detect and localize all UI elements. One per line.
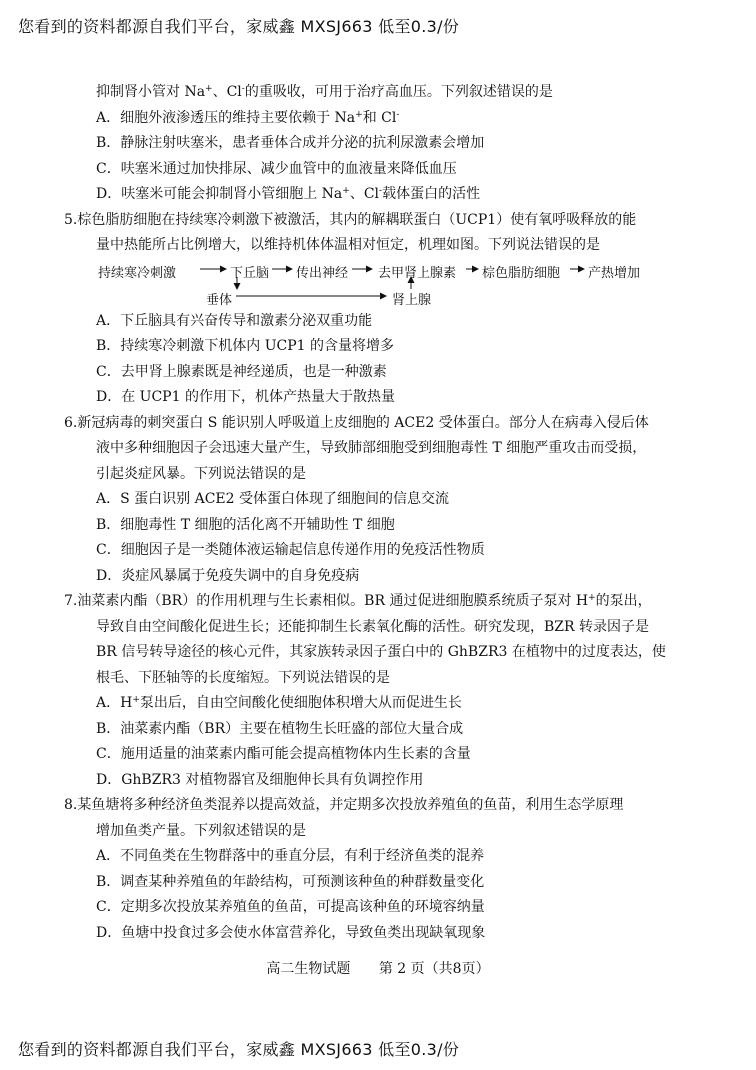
page-footer [0,958,756,978]
q7-stem-line-4: 根毛、下胚轴等的长度缩短。下列说法错误的是 [96,669,390,686]
q5-mechanism-diagram [96,259,696,309]
q4-option-c: C．呋塞米通过加快排尿、减少血管中的血液量来降低血压 [96,160,457,177]
q7-stem-line-1: 7.油菜素内酯（BR）的作用机理与生长素相似。BR 通过促进细胞膜系统质子泵对 H+的泵出， [64,593,652,609]
q6-option-c: C．细胞因子是一类随体液运输起信息传递作用的免疫活性物质 [96,542,485,558]
footer-page-number: 第 2 页（共8页） [378,961,490,977]
q6-number: 6. [64,414,78,431]
q7-option-d: D．GhBZR3 对植物器官及细胞伸长具有负调控作用 [96,771,424,788]
flow-node-hypothalamus: 下丘脑 [230,265,270,281]
q4-stem-continuation: 抑制肾小管对 Na+、Cl-的重吸收，可用于治疗高血压。下列叙述错误的是 [96,84,553,100]
q7-option-a: A．H+泵出后，自由空间酸化使细胞体积增大从而促进生长 [96,695,462,711]
q6-option-a: A．S 蛋白识别 ACE2 受体蛋白体现了细胞间的信息交流 [96,491,449,507]
q6-stem-line-3: 引起炎症风暴。下列说法错误的是 [96,465,306,482]
q7-option-b: B．油菜素内酯（BR）主要在植物生长旺盛的部位大量合成 [96,720,464,737]
q5-stem-line-2: 量中热能所占比例增大，以维持机体体温相对恒定，机理如图。下列说法错误的是 [96,237,600,253]
q8-option-a: A．不同鱼类在生物群落中的垂直分层，有利于经济鱼类的混养 [96,848,485,864]
flow-node-efferent-nerve: 传出神经 [296,265,349,281]
q4-option-b: B．静脉注射呋塞米，患者垂体合成并分泌的抗利尿激素会增加 [96,135,485,151]
q8-stem-line-2: 增加鱼类产量。下列叙述错误的是 [96,822,306,839]
flow-node-cold-stimulus: 持续寒冷刺激 [98,265,177,281]
q7-number: 7. [64,593,78,609]
q5-number: 5. [64,211,78,228]
q5-stem-line-1: 5.棕色脂肪细胞在持续寒冷刺激下被激活，其内的解耦联蛋白（UCP1）使有氧呼吸释放的能 [64,211,637,228]
q6-stem-line-2: 液中多种细胞因子会迅速大量产生，导致肺部细胞受到细胞毒性 T 细胞严重攻击而受损， [96,440,647,456]
q8-stem-line-1: 8.某鱼塘将多种经济鱼类混养以提高效益，并定期多次投放养殖鱼的鱼苗，利用生态学原理 [64,797,624,813]
q5-option-b: B．持续寒冷刺激下机体内 UCP1 的含量将增多 [96,338,395,354]
q6-option-d: D．炎症风暴属于免疫失调中的自身免疫病 [96,567,360,584]
watermark-banner-top: 您看到的资料都源自我们平台，家威鑫 MXSJ663 低至0.3/份 [18,17,460,36]
q6-option-b: B．细胞毒性 T 细胞的活化离不开辅助性 T 细胞 [96,516,395,533]
q5-option-a: A．下丘脑具有兴奋传导和激素分泌双重功能 [96,312,373,329]
q4-option-a: A．细胞外液渗透压的维持主要依赖于 Na+和 Cl- [96,109,400,126]
exam-page-content [64,80,704,946]
flow-node-brown-fat-cell: 棕色脂肪细胞 [482,265,561,281]
q7-option-c: C．施用适量的油菜素内酯可能会提高植物体内生长素的含量 [96,746,471,762]
flow-node-heat-increase: 产热增加 [588,265,641,281]
q5-option-c: C．去甲肾上腺素既是神经递质，也是一种激素 [96,363,387,380]
q8-number: 8. [64,797,78,813]
watermark-banner-bottom: 您看到的资料都源自我们平台，家威鑫 MXSJ663 低至0.3/份 [18,1040,460,1059]
q8-option-c: C．定期多次投放某养殖鱼的鱼苗，可提高该种鱼的环境容纳量 [96,899,485,915]
q8-option-b: B．调查某种养殖鱼的年龄结构，可预测该种鱼的种群数量变化 [96,873,485,890]
footer-subject: 高二生物试题 [266,961,351,977]
flow-node-norepinephrine: 去甲肾上腺素 [378,265,457,281]
q7-stem-line-2: 导致自由空间酸化促进生长；还能抑制生长素氧化酶的活性。研究发现，BZR 转录因子是 [96,618,650,635]
q5-option-d: D．在 UCP1 的作用下，机体产热量大于散热量 [96,389,395,405]
q4-option-d: D．呋塞米可能会抑制肾小管细胞上 Na+、Cl-载体蛋白的活性 [96,186,481,202]
flow-node-adrenal: 肾上腺 [392,292,432,308]
q7-stem-line-3: BR 信号转导途径的核心元件，其家族转录因子蛋白中的 GhBZR3 在植物中的过度表达，使 [96,644,666,660]
flow-node-pituitary: 垂体 [206,292,233,308]
q8-option-d: D．鱼塘中投食过多会使水体富营养化，导致鱼类出现缺氧现象 [96,924,486,941]
q6-stem-line-1: 6.新冠病毒的刺突蛋白 S 能识别人呼吸道上皮细胞的 ACE2 受体蛋白。部分人在病毒入侵后体 [64,414,649,431]
